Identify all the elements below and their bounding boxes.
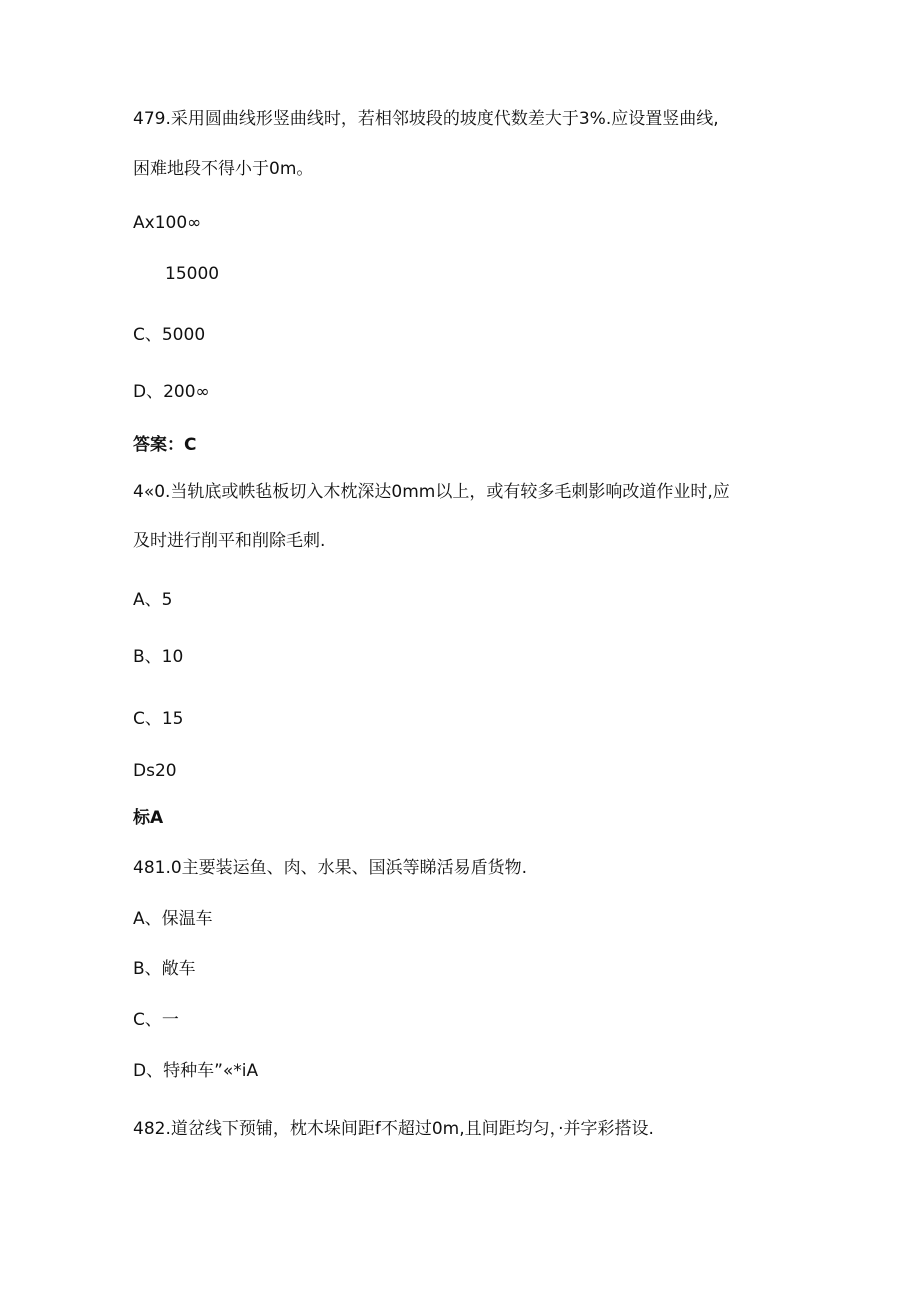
q479-option-d: D、200∞ bbox=[133, 382, 210, 402]
q482-stem: 482.道岔线下预铺，枕木垛间距f不超过0m,且间距均匀，·并字彩搭设. bbox=[133, 1119, 654, 1139]
q479-stem-line2: 困难地段不得小于0m。 bbox=[133, 159, 314, 179]
q480-stem-line2: 及时进行削平和削除毛刺. bbox=[133, 531, 326, 551]
q479-option-a: Ax100∞ bbox=[133, 213, 202, 233]
q481-option-a: A、保温车 bbox=[133, 909, 213, 929]
q480-option-d: Ds20 bbox=[133, 761, 177, 781]
q480-option-a: A、5 bbox=[133, 590, 173, 610]
q480-answer: 标A bbox=[133, 808, 164, 828]
q481-option-c: C、一 bbox=[133, 1010, 179, 1030]
q481-option-d: D、特种车”«*iA bbox=[133, 1061, 259, 1081]
q480-option-b: B、10 bbox=[133, 647, 184, 667]
q481-stem: 481.0主要装运鱼、肉、水果、国浜等睇活易盾货物. bbox=[133, 858, 528, 878]
q479-answer: 答案：C bbox=[133, 435, 197, 455]
q480-option-c: C、15 bbox=[133, 709, 184, 729]
q479-stem-line1: 479.采用圆曲线形竖曲线时，若相邻坡段的坡度代数差大于3%.应设置竖曲线, bbox=[133, 109, 719, 129]
q479-option-c: C、5000 bbox=[133, 325, 206, 345]
q480-stem-line1: 4«0.当轨底或帙毡板切入木枕深达0mm以上，或有较多毛刺影响改道作业时,应 bbox=[133, 482, 730, 502]
q479-option-b: 15000 bbox=[165, 264, 220, 284]
q481-option-b: B、敞车 bbox=[133, 959, 196, 979]
